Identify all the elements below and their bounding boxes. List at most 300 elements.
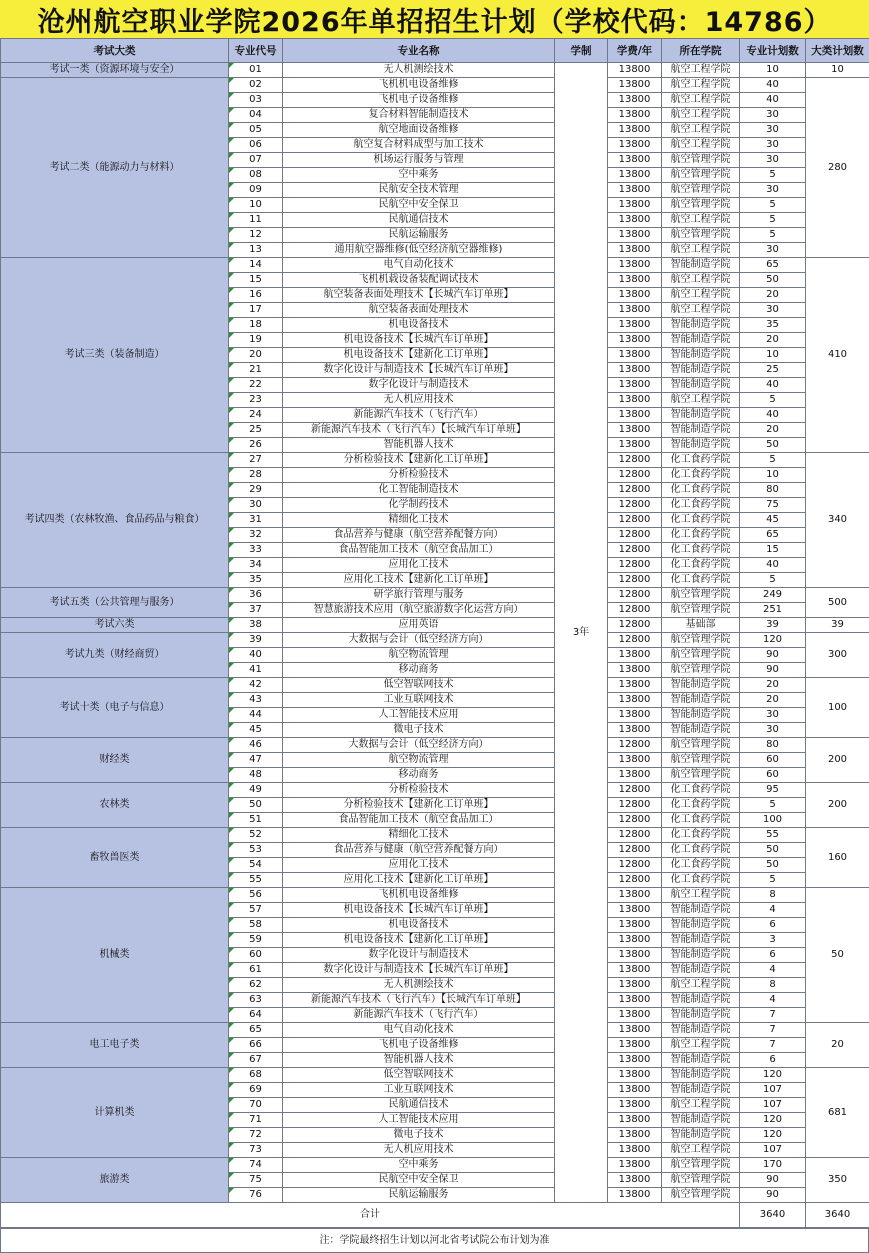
college: 航空管理学院 bbox=[662, 183, 740, 198]
tuition: 13800 bbox=[608, 1008, 662, 1023]
college: 智能制造学院 bbox=[662, 933, 740, 948]
program-quota: 5 bbox=[740, 453, 806, 468]
program-code: 72 bbox=[229, 1128, 283, 1143]
program-quota: 45 bbox=[740, 513, 806, 528]
tuition: 12800 bbox=[608, 468, 662, 483]
college: 航空工程学院 bbox=[662, 978, 740, 993]
program-code: 38 bbox=[229, 618, 283, 633]
tuition: 13800 bbox=[608, 183, 662, 198]
total-category-quota: 3640 bbox=[806, 1203, 869, 1228]
program-name: 食品智能加工技术（航空食品加工） bbox=[283, 813, 555, 828]
program-code: 49 bbox=[229, 783, 283, 798]
program-name: 民航运输服务 bbox=[283, 1188, 555, 1203]
table-row bbox=[1, 1158, 869, 1173]
program-name: 机电设备技术【长城汽车订单班】 bbox=[283, 333, 555, 348]
program-quota: 5 bbox=[740, 573, 806, 588]
table-row bbox=[1, 78, 869, 93]
program-name: 大数据与会计（低空经济方向） bbox=[283, 633, 555, 648]
program-quota: 6 bbox=[740, 918, 806, 933]
tuition: 13800 bbox=[608, 168, 662, 183]
tuition: 13800 bbox=[608, 138, 662, 153]
program-code: 51 bbox=[229, 813, 283, 828]
program-name: 分析检验技术 bbox=[283, 468, 555, 483]
college: 航空工程学院 bbox=[662, 138, 740, 153]
program-name: 航空物流管理 bbox=[283, 648, 555, 663]
tuition: 13800 bbox=[608, 408, 662, 423]
table-row bbox=[1, 1068, 869, 1083]
college: 智能制造学院 bbox=[662, 963, 740, 978]
program-name: 无人机测绘技术 bbox=[283, 978, 555, 993]
tuition: 13800 bbox=[608, 1128, 662, 1143]
program-code: 63 bbox=[229, 993, 283, 1008]
program-name: 应用化工技术 bbox=[283, 558, 555, 573]
program-name: 数字化设计与制造技术【长城汽车订单班】 bbox=[283, 963, 555, 978]
college: 智能制造学院 bbox=[662, 318, 740, 333]
program-code: 41 bbox=[229, 663, 283, 678]
header-code: 专业代号 bbox=[229, 39, 283, 63]
header-category: 考试大类 bbox=[1, 39, 229, 63]
program-quota: 20 bbox=[740, 678, 806, 693]
college: 智能制造学院 bbox=[662, 423, 740, 438]
program-quota: 40 bbox=[740, 558, 806, 573]
college: 航空管理学院 bbox=[662, 1188, 740, 1203]
program-quota: 20 bbox=[740, 423, 806, 438]
tuition: 13800 bbox=[608, 948, 662, 963]
program-quota: 30 bbox=[740, 243, 806, 258]
college: 航空工程学院 bbox=[662, 1143, 740, 1158]
program-name: 民航通信技术 bbox=[283, 213, 555, 228]
tuition: 12800 bbox=[608, 543, 662, 558]
program-name: 飞机电子设备维修 bbox=[283, 93, 555, 108]
category-name: 旅游类 bbox=[1, 1158, 229, 1203]
program-code: 42 bbox=[229, 678, 283, 693]
tuition: 13800 bbox=[608, 303, 662, 318]
program-code: 07 bbox=[229, 153, 283, 168]
program-code: 55 bbox=[229, 873, 283, 888]
program-code: 71 bbox=[229, 1113, 283, 1128]
college: 航空工程学院 bbox=[662, 243, 740, 258]
tuition: 13800 bbox=[608, 888, 662, 903]
program-name: 机电设备技术【建新化工订单班】 bbox=[283, 933, 555, 948]
category-name: 畜牧兽医类 bbox=[1, 828, 229, 888]
tuition: 12800 bbox=[608, 603, 662, 618]
program-name: 航空复合材料成型与加工技术 bbox=[283, 138, 555, 153]
tuition: 13800 bbox=[608, 978, 662, 993]
program-quota: 50 bbox=[740, 438, 806, 453]
college: 智能制造学院 bbox=[662, 1068, 740, 1083]
category-name: 机械类 bbox=[1, 888, 229, 1023]
program-quota: 35 bbox=[740, 318, 806, 333]
program-name: 应用英语 bbox=[283, 618, 555, 633]
tuition: 12800 bbox=[608, 588, 662, 603]
table-row bbox=[1, 63, 869, 78]
program-quota: 30 bbox=[740, 708, 806, 723]
program-code: 06 bbox=[229, 138, 283, 153]
tuition: 13800 bbox=[608, 1068, 662, 1083]
tuition: 13800 bbox=[608, 1098, 662, 1113]
tuition: 13800 bbox=[608, 213, 662, 228]
program-name: 复合材料智能制造技术 bbox=[283, 108, 555, 123]
program-name: 机电设备技术【建新化工订单班】 bbox=[283, 348, 555, 363]
tuition: 13800 bbox=[608, 243, 662, 258]
header-category-quota: 大类计划数 bbox=[806, 39, 869, 63]
college: 智能制造学院 bbox=[662, 948, 740, 963]
program-code: 24 bbox=[229, 408, 283, 423]
table-row bbox=[1, 618, 869, 633]
college: 航空管理学院 bbox=[662, 153, 740, 168]
program-code: 20 bbox=[229, 348, 283, 363]
college: 化工食药学院 bbox=[662, 468, 740, 483]
table-header-row bbox=[1, 39, 869, 63]
category-quota: 500 bbox=[806, 588, 869, 618]
tuition: 12800 bbox=[608, 513, 662, 528]
program-quota: 55 bbox=[740, 828, 806, 843]
program-quota: 20 bbox=[740, 693, 806, 708]
college: 智能制造学院 bbox=[662, 438, 740, 453]
program-code: 70 bbox=[229, 1098, 283, 1113]
program-code: 65 bbox=[229, 1023, 283, 1038]
program-quota: 4 bbox=[740, 963, 806, 978]
program-name: 通用航空器维修(低空经济航空器维修) bbox=[283, 243, 555, 258]
program-quota: 50 bbox=[740, 843, 806, 858]
program-code: 58 bbox=[229, 918, 283, 933]
college: 智能制造学院 bbox=[662, 1023, 740, 1038]
tuition: 13800 bbox=[608, 918, 662, 933]
tuition: 13800 bbox=[608, 933, 662, 948]
program-quota: 3 bbox=[740, 933, 806, 948]
category-quota: 410 bbox=[806, 258, 869, 453]
program-code: 04 bbox=[229, 108, 283, 123]
category-quota: 681 bbox=[806, 1068, 869, 1158]
program-code: 34 bbox=[229, 558, 283, 573]
program-name: 民航安全技术管理 bbox=[283, 183, 555, 198]
program-quota: 170 bbox=[740, 1158, 806, 1173]
program-code: 68 bbox=[229, 1068, 283, 1083]
tuition: 12800 bbox=[608, 528, 662, 543]
program-name: 民航空中安全保卫 bbox=[283, 198, 555, 213]
table-row bbox=[1, 828, 869, 843]
tuition: 13800 bbox=[608, 438, 662, 453]
college: 航空工程学院 bbox=[662, 303, 740, 318]
tuition: 13800 bbox=[608, 348, 662, 363]
college: 智能制造学院 bbox=[662, 993, 740, 1008]
program-name: 智慧旅游技术应用（航空旅游数字化运营方向） bbox=[283, 603, 555, 618]
college: 化工食药学院 bbox=[662, 498, 740, 513]
college: 航空工程学院 bbox=[662, 108, 740, 123]
page-title: 沧州航空职业学院2026年单招招生计划（学校代码：14786） bbox=[0, 0, 869, 39]
category-name: 计算机类 bbox=[1, 1068, 229, 1158]
program-name: 民航空中安全保卫 bbox=[283, 1173, 555, 1188]
program-name: 数字化设计与制造技术 bbox=[283, 378, 555, 393]
program-name: 民航运输服务 bbox=[283, 228, 555, 243]
program-name: 低空智联网技术 bbox=[283, 1068, 555, 1083]
tuition: 13800 bbox=[608, 378, 662, 393]
program-code: 76 bbox=[229, 1188, 283, 1203]
college: 航空工程学院 bbox=[662, 63, 740, 78]
program-quota: 5 bbox=[740, 798, 806, 813]
college: 智能制造学院 bbox=[662, 708, 740, 723]
program-quota: 7 bbox=[740, 1008, 806, 1023]
table-row bbox=[1, 258, 869, 273]
total-label: 合计 bbox=[1, 1203, 740, 1228]
program-name: 机场运行服务与管理 bbox=[283, 153, 555, 168]
program-name: 航空装备表面处理技术【长城汽车订单班】 bbox=[283, 288, 555, 303]
program-name: 大数据与会计（低空经济方向） bbox=[283, 738, 555, 753]
program-quota: 30 bbox=[740, 153, 806, 168]
program-code: 52 bbox=[229, 828, 283, 843]
tuition: 13800 bbox=[608, 1143, 662, 1158]
program-code: 61 bbox=[229, 963, 283, 978]
college: 化工食药学院 bbox=[662, 528, 740, 543]
tuition: 13800 bbox=[608, 1158, 662, 1173]
program-name: 航空地面设备维修 bbox=[283, 123, 555, 138]
tuition: 12800 bbox=[608, 843, 662, 858]
college: 航空工程学院 bbox=[662, 78, 740, 93]
category-quota: 300 bbox=[806, 633, 869, 678]
program-name: 无人机测绘技术 bbox=[283, 63, 555, 78]
program-name: 食品营养与健康（航空营养配餐方向） bbox=[283, 528, 555, 543]
tuition: 12800 bbox=[608, 873, 662, 888]
program-code: 10 bbox=[229, 198, 283, 213]
college: 航空工程学院 bbox=[662, 93, 740, 108]
program-name: 应用化工技术【建新化工订单班】 bbox=[283, 573, 555, 588]
program-name: 精细化工技术 bbox=[283, 513, 555, 528]
program-name: 食品智能加工技术（航空食品加工） bbox=[283, 543, 555, 558]
program-name: 无人机应用技术 bbox=[283, 1143, 555, 1158]
tuition: 12800 bbox=[608, 828, 662, 843]
program-code: 31 bbox=[229, 513, 283, 528]
program-quota: 120 bbox=[740, 1068, 806, 1083]
college: 化工食药学院 bbox=[662, 828, 740, 843]
program-name: 新能源汽车技术（飞行汽车） bbox=[283, 408, 555, 423]
tuition: 13800 bbox=[608, 993, 662, 1008]
program-quota: 4 bbox=[740, 903, 806, 918]
program-code: 27 bbox=[229, 453, 283, 468]
program-name: 低空智联网技术 bbox=[283, 678, 555, 693]
college: 航空工程学院 bbox=[662, 393, 740, 408]
college: 智能制造学院 bbox=[662, 918, 740, 933]
program-code: 14 bbox=[229, 258, 283, 273]
table-row bbox=[1, 783, 869, 798]
category-quota: 50 bbox=[806, 888, 869, 1023]
program-quota: 10 bbox=[740, 63, 806, 78]
program-name: 移动商务 bbox=[283, 768, 555, 783]
college: 化工食药学院 bbox=[662, 558, 740, 573]
program-name: 机电设备技术【长城汽车订单班】 bbox=[283, 903, 555, 918]
program-quota: 40 bbox=[740, 378, 806, 393]
total-row bbox=[1, 1203, 869, 1228]
program-name: 飞机机载设备装配调试技术 bbox=[283, 273, 555, 288]
tuition: 13800 bbox=[608, 273, 662, 288]
program-quota: 5 bbox=[740, 228, 806, 243]
college: 航空工程学院 bbox=[662, 1098, 740, 1113]
program-code: 18 bbox=[229, 318, 283, 333]
tuition: 13800 bbox=[608, 693, 662, 708]
program-quota: 30 bbox=[740, 303, 806, 318]
duration: 3年 bbox=[555, 63, 608, 1203]
header-tuition: 学费/年 bbox=[608, 39, 662, 63]
tuition: 13800 bbox=[608, 678, 662, 693]
tuition: 12800 bbox=[608, 798, 662, 813]
college: 航空管理学院 bbox=[662, 768, 740, 783]
program-code: 01 bbox=[229, 63, 283, 78]
program-quota: 30 bbox=[740, 123, 806, 138]
program-code: 54 bbox=[229, 858, 283, 873]
tuition: 13800 bbox=[608, 723, 662, 738]
category-quota: 100 bbox=[806, 678, 869, 738]
program-code: 02 bbox=[229, 78, 283, 93]
college: 航空管理学院 bbox=[662, 1158, 740, 1173]
tuition: 13800 bbox=[608, 1023, 662, 1038]
program-name: 化学制药技术 bbox=[283, 498, 555, 513]
college: 航空工程学院 bbox=[662, 1038, 740, 1053]
college: 智能制造学院 bbox=[662, 1128, 740, 1143]
program-quota: 25 bbox=[740, 363, 806, 378]
program-code: 30 bbox=[229, 498, 283, 513]
program-quota: 40 bbox=[740, 93, 806, 108]
tuition: 13800 bbox=[608, 228, 662, 243]
program-code: 47 bbox=[229, 753, 283, 768]
tuition: 12800 bbox=[608, 498, 662, 513]
program-name: 微电子技术 bbox=[283, 1128, 555, 1143]
college: 智能制造学院 bbox=[662, 363, 740, 378]
tuition: 13800 bbox=[608, 708, 662, 723]
category-name: 考试二类（能源动力与材料） bbox=[1, 78, 229, 258]
program-name: 航空装备表面处理技术 bbox=[283, 303, 555, 318]
tuition: 12800 bbox=[608, 813, 662, 828]
category-name: 考试一类（资源环境与安全） bbox=[1, 63, 229, 78]
program-code: 13 bbox=[229, 243, 283, 258]
program-name: 空中乘务 bbox=[283, 168, 555, 183]
college: 航空管理学院 bbox=[662, 753, 740, 768]
program-quota: 5 bbox=[740, 873, 806, 888]
program-quota: 249 bbox=[740, 588, 806, 603]
college: 智能制造学院 bbox=[662, 258, 740, 273]
program-quota: 60 bbox=[740, 768, 806, 783]
category-name: 考试十类（电子与信息） bbox=[1, 678, 229, 738]
tuition: 13800 bbox=[608, 1113, 662, 1128]
tuition: 12800 bbox=[608, 483, 662, 498]
college: 化工食药学院 bbox=[662, 573, 740, 588]
program-quota: 100 bbox=[740, 813, 806, 828]
program-code: 05 bbox=[229, 123, 283, 138]
program-code: 46 bbox=[229, 738, 283, 753]
tuition: 13800 bbox=[608, 63, 662, 78]
college: 航空工程学院 bbox=[662, 273, 740, 288]
program-name: 机电设备技术 bbox=[283, 918, 555, 933]
table-row bbox=[1, 588, 869, 603]
program-quota: 60 bbox=[740, 753, 806, 768]
tuition: 13800 bbox=[608, 1083, 662, 1098]
category-name: 考试四类（农林牧渔、食品药品与粮食） bbox=[1, 453, 229, 588]
program-quota: 120 bbox=[740, 1113, 806, 1128]
program-code: 29 bbox=[229, 483, 283, 498]
college: 智能制造学院 bbox=[662, 903, 740, 918]
tuition: 13800 bbox=[608, 1053, 662, 1068]
program-code: 23 bbox=[229, 393, 283, 408]
college: 化工食药学院 bbox=[662, 858, 740, 873]
program-quota: 15 bbox=[740, 543, 806, 558]
program-name: 数字化设计与制造技术 bbox=[283, 948, 555, 963]
tuition: 13800 bbox=[608, 1173, 662, 1188]
program-quota: 5 bbox=[740, 168, 806, 183]
program-quota: 30 bbox=[740, 138, 806, 153]
tuition: 13800 bbox=[608, 963, 662, 978]
program-code: 40 bbox=[229, 648, 283, 663]
program-quota: 20 bbox=[740, 288, 806, 303]
college: 航空工程学院 bbox=[662, 123, 740, 138]
program-name: 分析检验技术【建新化工订单班】 bbox=[283, 798, 555, 813]
category-name: 考试三类（装备制造） bbox=[1, 258, 229, 453]
header-program-quota: 专业计划数 bbox=[740, 39, 806, 63]
college: 智能制造学院 bbox=[662, 408, 740, 423]
header-college: 所在学院 bbox=[662, 39, 740, 63]
program-quota: 120 bbox=[740, 633, 806, 648]
program-quota: 65 bbox=[740, 258, 806, 273]
program-quota: 30 bbox=[740, 183, 806, 198]
tuition: 13800 bbox=[608, 363, 662, 378]
program-code: 17 bbox=[229, 303, 283, 318]
tuition: 13800 bbox=[608, 318, 662, 333]
tuition: 13800 bbox=[608, 423, 662, 438]
program-code: 12 bbox=[229, 228, 283, 243]
program-quota: 80 bbox=[740, 738, 806, 753]
tuition: 12800 bbox=[608, 558, 662, 573]
college: 智能制造学院 bbox=[662, 1053, 740, 1068]
program-code: 74 bbox=[229, 1158, 283, 1173]
tuition: 13800 bbox=[608, 753, 662, 768]
program-code: 09 bbox=[229, 183, 283, 198]
program-quota: 8 bbox=[740, 978, 806, 993]
program-code: 37 bbox=[229, 603, 283, 618]
program-quota: 120 bbox=[740, 1128, 806, 1143]
program-code: 11 bbox=[229, 213, 283, 228]
program-quota: 251 bbox=[740, 603, 806, 618]
tuition: 13800 bbox=[608, 78, 662, 93]
college: 化工食药学院 bbox=[662, 798, 740, 813]
program-code: 35 bbox=[229, 573, 283, 588]
footnote: 注：学院最终招生计划以河北省考试院公布计划为准 bbox=[0, 1228, 869, 1253]
program-code: 15 bbox=[229, 273, 283, 288]
header-program: 专业名称 bbox=[283, 39, 555, 63]
college: 航空管理学院 bbox=[662, 1173, 740, 1188]
program-code: 43 bbox=[229, 693, 283, 708]
program-code: 45 bbox=[229, 723, 283, 738]
college: 化工食药学院 bbox=[662, 783, 740, 798]
college: 化工食药学院 bbox=[662, 843, 740, 858]
program-name: 应用化工技术 bbox=[283, 858, 555, 873]
college: 化工食药学院 bbox=[662, 453, 740, 468]
college: 智能制造学院 bbox=[662, 678, 740, 693]
program-name: 新能源汽车技术（飞行汽车）【长城汽车订单班】 bbox=[283, 423, 555, 438]
table-row bbox=[1, 738, 869, 753]
category-quota: 39 bbox=[806, 618, 869, 633]
college: 化工食药学院 bbox=[662, 543, 740, 558]
program-code: 36 bbox=[229, 588, 283, 603]
program-quota: 5 bbox=[740, 393, 806, 408]
program-code: 08 bbox=[229, 168, 283, 183]
category-quota: 280 bbox=[806, 78, 869, 258]
college: 化工食药学院 bbox=[662, 813, 740, 828]
tuition: 13800 bbox=[608, 153, 662, 168]
program-code: 19 bbox=[229, 333, 283, 348]
tuition: 13800 bbox=[608, 768, 662, 783]
program-name: 新能源汽车技术（飞行汽车）【长城汽车订单班】 bbox=[283, 993, 555, 1008]
program-quota: 20 bbox=[740, 333, 806, 348]
program-name: 精细化工技术 bbox=[283, 828, 555, 843]
tuition: 13800 bbox=[608, 123, 662, 138]
college: 智能制造学院 bbox=[662, 1008, 740, 1023]
